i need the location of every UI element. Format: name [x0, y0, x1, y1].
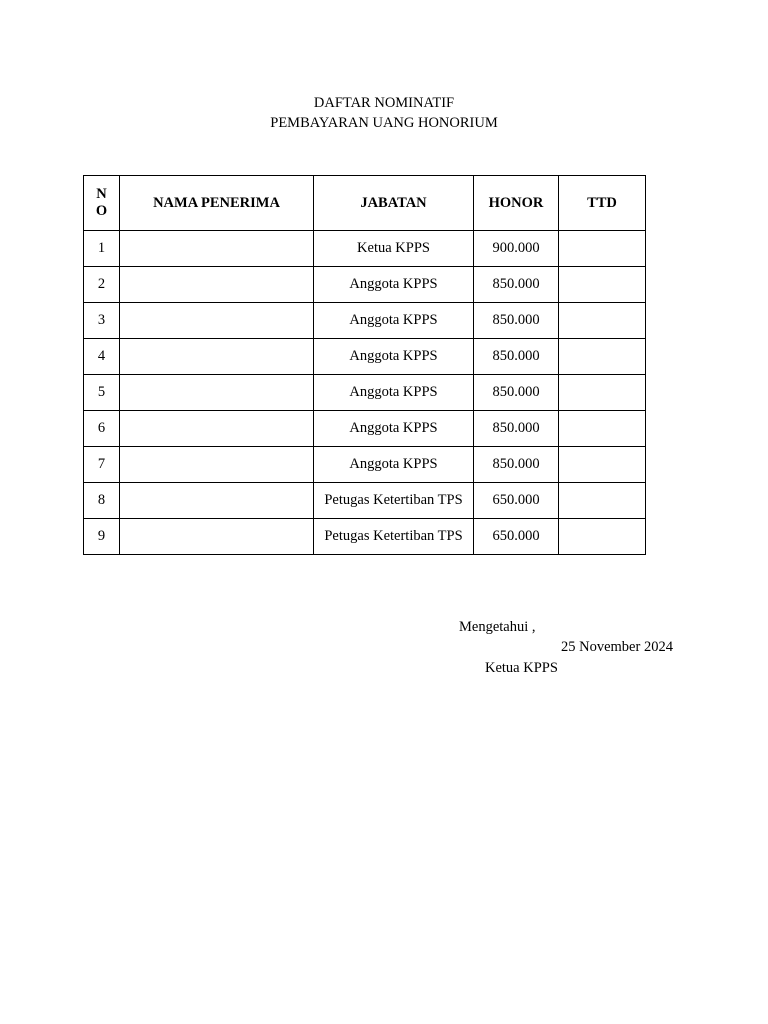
table-row — [84, 447, 646, 483]
cell-jabatan: Petugas Ketertiban TPS — [314, 519, 474, 555]
cell-ttd — [559, 447, 646, 483]
cell-honor: 850.000 — [474, 447, 559, 483]
title-line-2: PEMBAYARAN UANG HONORIUM — [270, 115, 498, 131]
cell-no: 8 — [84, 483, 120, 519]
header-no-line-2: O — [95, 203, 108, 219]
cell-ttd — [559, 483, 646, 519]
signature-date: 25 November 2024 — [561, 639, 673, 655]
cell-jabatan: Petugas Ketertiban TPS — [314, 483, 474, 519]
cell-no: 7 — [84, 447, 120, 483]
cell-nama — [120, 519, 314, 555]
table-row — [84, 303, 646, 339]
cell-jabatan: Ketua KPPS — [314, 231, 474, 267]
cell-nama — [120, 339, 314, 375]
cell-honor: 850.000 — [474, 267, 559, 303]
header-jabatan: JABATAN — [314, 176, 474, 231]
cell-no: 2 — [84, 267, 120, 303]
cell-jabatan: Anggota KPPS — [314, 375, 474, 411]
table-row — [84, 231, 646, 267]
header-honor: HONOR — [474, 176, 559, 231]
cell-honor: 850.000 — [474, 411, 559, 447]
cell-no: 1 — [84, 231, 120, 267]
cell-no: 3 — [84, 303, 120, 339]
cell-no: 9 — [84, 519, 120, 555]
cell-nama — [120, 231, 314, 267]
cell-honor: 650.000 — [474, 519, 559, 555]
cell-honor: 850.000 — [474, 339, 559, 375]
cell-honor: 850.000 — [474, 303, 559, 339]
cell-nama — [120, 411, 314, 447]
cell-jabatan: Anggota KPPS — [314, 447, 474, 483]
cell-no: 5 — [84, 375, 120, 411]
cell-honor: 900.000 — [474, 231, 559, 267]
signature-acknowledged: Mengetahui , — [459, 619, 536, 635]
cell-nama — [120, 447, 314, 483]
cell-ttd — [559, 519, 646, 555]
header-no — [84, 176, 120, 231]
cell-honor: 650.000 — [474, 483, 559, 519]
cell-jabatan: Anggota KPPS — [314, 303, 474, 339]
cell-ttd — [559, 231, 646, 267]
cell-ttd — [559, 411, 646, 447]
document-title — [0, 93, 768, 133]
cell-jabatan: Anggota KPPS — [314, 267, 474, 303]
title-line-1: DAFTAR NOMINATIF — [313, 95, 455, 111]
cell-nama — [120, 375, 314, 411]
cell-ttd — [559, 339, 646, 375]
cell-ttd — [559, 375, 646, 411]
table-row — [84, 375, 646, 411]
cell-ttd — [559, 267, 646, 303]
cell-no: 4 — [84, 339, 120, 375]
cell-nama — [120, 267, 314, 303]
table-row — [84, 519, 646, 555]
table-row — [84, 267, 646, 303]
honorarium-table — [83, 175, 646, 555]
signature-role: Ketua KPPS — [485, 660, 558, 676]
cell-ttd — [559, 303, 646, 339]
cell-jabatan: Anggota KPPS — [314, 339, 474, 375]
table-row — [84, 411, 646, 447]
cell-no: 6 — [84, 411, 120, 447]
header-ttd: TTD — [559, 176, 646, 231]
table-row — [84, 339, 646, 375]
header-nama-penerima: NAMA PENERIMA — [120, 176, 314, 231]
cell-jabatan: Anggota KPPS — [314, 411, 474, 447]
cell-nama — [120, 483, 314, 519]
header-no-line-1: N — [96, 186, 107, 202]
cell-honor: 850.000 — [474, 375, 559, 411]
table-header-row — [84, 176, 646, 231]
cell-nama — [120, 303, 314, 339]
table-row — [84, 483, 646, 519]
